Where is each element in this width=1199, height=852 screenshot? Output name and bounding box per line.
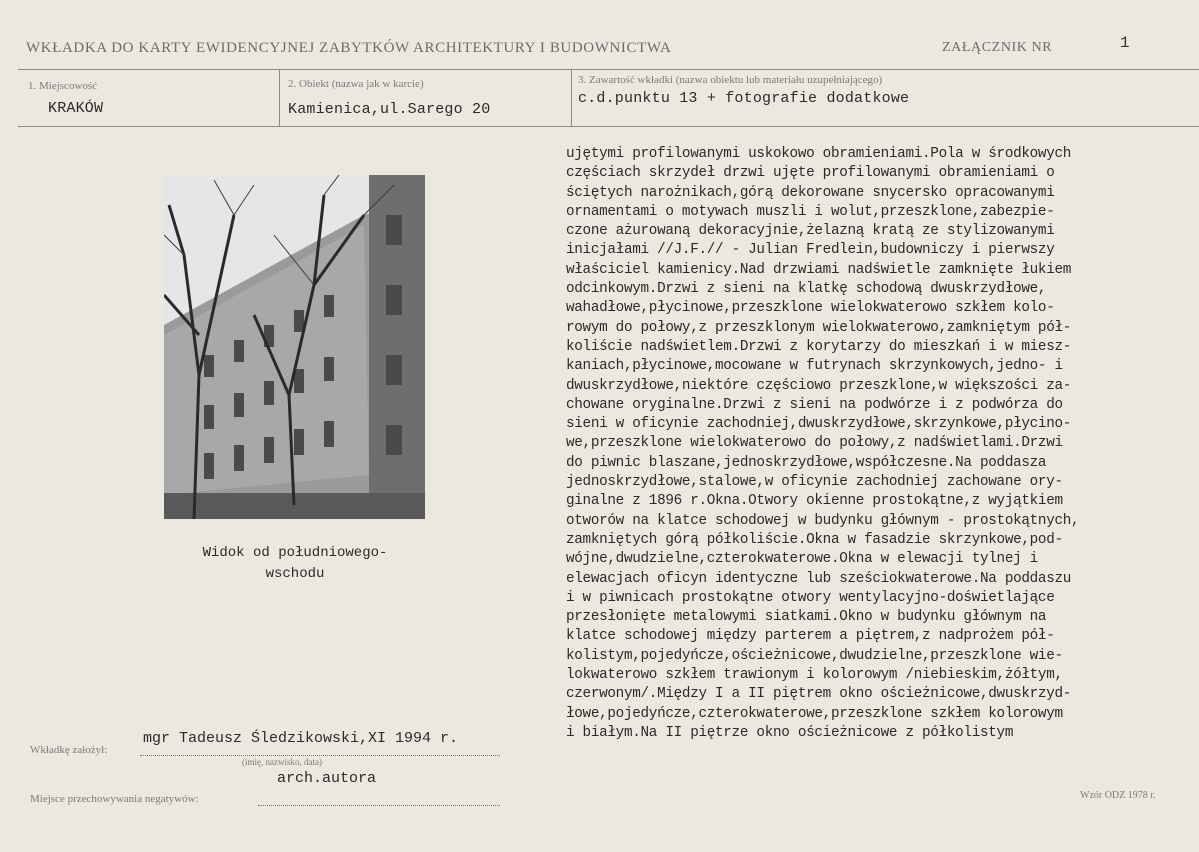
description-line: kaniach,płycinowe,mocowane w futrynach skrzynkowych,jedno- i (566, 358, 1063, 375)
description-line: przesłonięte metalowymi siatkami.Okno w budynku głównym na (566, 609, 1047, 626)
locality-value: KRAKÓW (48, 100, 104, 117)
description-line: ujętymi profilowanymi uskokowo obramieniami.Pola w środkowych (566, 146, 1072, 162)
description-line: wahadłowe,płycinowe,przeszklone wielokwaterowo szkłem kolo- (566, 300, 1055, 317)
building-photo-image (164, 175, 425, 519)
description-line: do piwnic blaszane,jednoskrzydłowe,współczesne.Na poddasza (566, 454, 1047, 471)
description-line: we,przeszklone wielokwaterowo do połowy,z nadświetlami.Drzwi (566, 435, 1063, 452)
building-photo (164, 175, 425, 519)
description-text (566, 145, 1196, 743)
field-divider-2 (571, 69, 572, 126)
description-line: sieni w oficynie zachodniej,dwuskrzydłowe,skrzynkowe,płycino- (566, 416, 1072, 433)
header-divider-bottom (18, 126, 1199, 127)
author-value: mgr Tadeusz Śledzikowski,XI 1994 r. (143, 730, 459, 747)
description-line: elewacjach oficyn identyczne lub sześciokwaterowe.Na poddaszu (566, 570, 1072, 587)
description-line: właściciel kamienicy.Nad drzwiami nadświetle zamknięte łukiem (566, 261, 1072, 278)
description-line: łowe,pojedyńcze,czterokwaterowe,przeszklone szkłem kolorowym (566, 705, 1063, 722)
archive-value: arch.autora (277, 770, 377, 787)
description-line: i białym.Na II piętrze okno ościeżnicowe z półkolistym (566, 724, 1014, 741)
description-line: kolistym,pojedyńcze,ościeżnicowe,dwudzielne,przeszklone wie- (566, 647, 1063, 664)
description-line: chowane oryginalne.Drzwi z sieni na podwórze i z podwórza do (566, 396, 1063, 413)
photo-caption-line-1: Widok od południowego- (202, 545, 388, 561)
object-label: 2. Obiekt (nazwa jak w karcie) (288, 78, 424, 90)
header-divider-top (18, 69, 1199, 70)
description-line: i w piwnicach prostokątne otwory wentylacyjno-doświetlające (566, 589, 1055, 606)
description-line: zamkniętych górą półkoliście.Okna w fasadzie skrzynkowe,pod- (566, 531, 1063, 548)
author-hint: (imię, nazwisko, data) (242, 757, 322, 767)
description-line: jednoskrzydłowe,stalowe,w oficynie zachodniej zachowane ory- (566, 474, 1063, 491)
photo-caption (150, 543, 440, 585)
locality-label: 1. Miejscowość (28, 80, 98, 92)
description-line: koliście nadświetlem.Drzwi z korytarzy do mieszkań i w miesz- (566, 338, 1072, 355)
description-line: czone ażurowaną dekoracyjnie,żelazną kratą ze stylizowanymi (566, 223, 1055, 240)
description-line: lokwaterowo szkłem trawionym i kolorowym /niebieskim,żółtym, (566, 667, 1063, 684)
contents-label: 3. Zawartość wkładki (nazwa obiektu lub materiału uzupełniającego) (578, 74, 883, 86)
description-line: otworów na klatce schodowej w budynku głównym - prostokątnych, (566, 512, 1080, 529)
description-line: dwuskrzydłowe,niektóre częściowo przeszklone,w większości za- (566, 377, 1072, 394)
card-title: WKŁADKA DO KARTY EWIDENCYJNEJ ZABYTKÓW ARCHITEKTURY I BUDOWNICTWA (26, 40, 672, 56)
description-line: ściętych narożnikach,górą dekorowane snycersko opracowanymi (566, 184, 1055, 201)
negatives-label: Miejsce przechowywania negatywów: (30, 793, 199, 805)
description-line: ornamentami o motywach muszli i wolut,przeszklone,zabezpie- (566, 203, 1055, 220)
description-line: ginalne z 1896 r.Okna.Otwory okienne prostokątne,z wyjątkiem (566, 493, 1063, 510)
annex-number: 1 (1120, 34, 1130, 52)
description-line: rowym do połowy,z przeszklonym wielokwaterowo,zamkniętym pół- (566, 319, 1072, 336)
author-dotline (140, 755, 500, 756)
description-line: czerwonym/.Między I a II piętrem okno ościeżnicowe,dwuskrzyd- (566, 686, 1072, 703)
description-line: inicjałami //J.F.// - Julian Fredlein,budowniczy i pierwszy (566, 242, 1055, 259)
annex-label: ZAŁĄCZNIK NR (942, 40, 1053, 55)
description-line: klatce schodowej między parterem a piętrem,z nadprożem pół- (566, 628, 1055, 645)
description-line: odcinkowym.Drzwi z sieni na klatkę schodową dwuskrzydłowe, (566, 281, 1047, 298)
object-value: Kamienica,ul.Sarego 20 (288, 101, 491, 118)
template-mark: Wzór ODZ 1978 r. (1080, 790, 1156, 801)
contents-value: c.d.punktu 13 + fotografie dodatkowe (578, 90, 910, 107)
photo-caption-line-2: wschodu (265, 566, 325, 582)
description-line: wójne,dwudzielne,czterokwaterowe.Okna w elewacji tylnej i (566, 551, 1038, 568)
description-line: częściach skrzydeł drzwi ujęte profilowanymi obramieniami o (566, 165, 1055, 182)
author-label: Wkładkę założył: (30, 744, 108, 756)
negatives-dotline (258, 805, 500, 806)
field-divider-1 (279, 69, 280, 126)
